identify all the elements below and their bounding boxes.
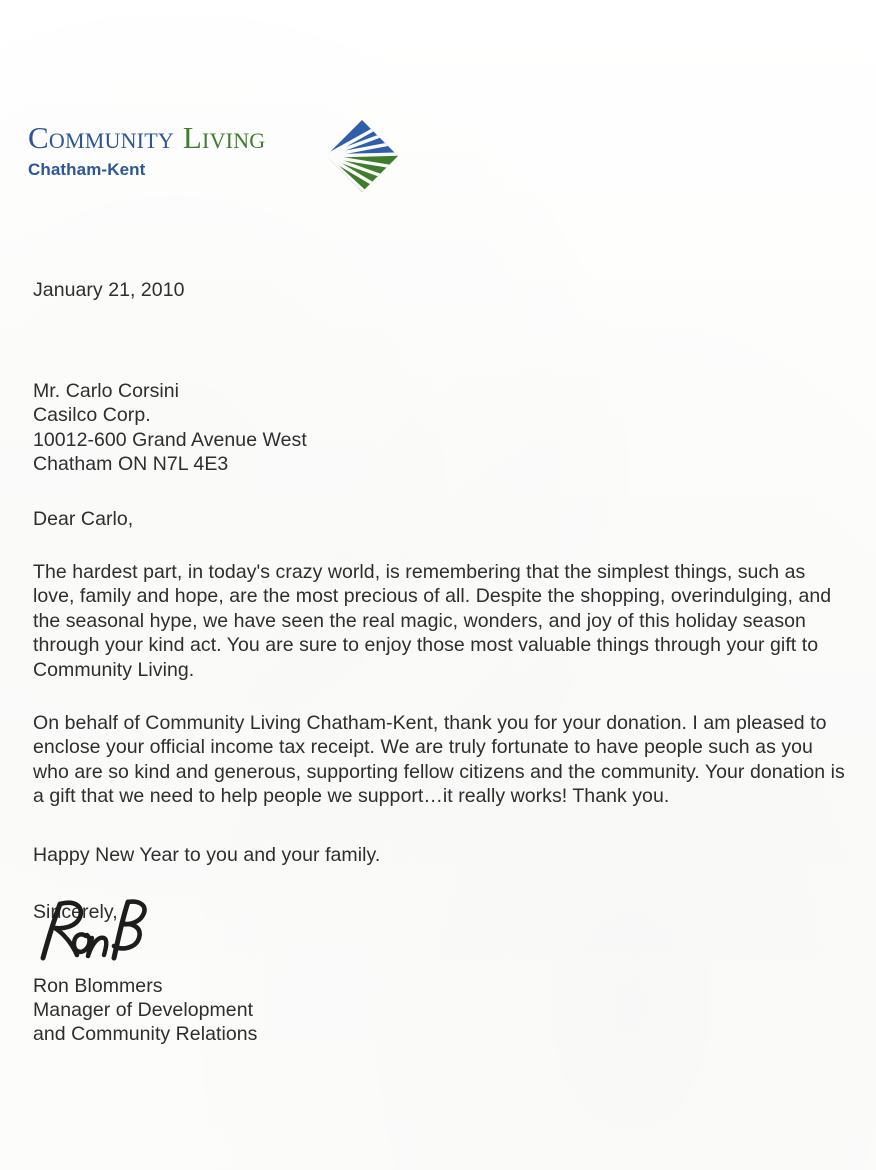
closing-wish: Happy New Year to you and your family.: [33, 843, 381, 866]
signer-title-line-1: Manager of Development: [33, 999, 254, 1022]
recipient-street: 10012-600 Grand Avenue West: [33, 428, 307, 451]
signer-title-line-2: and Community Relations: [33, 1023, 258, 1046]
letterhead: [28, 122, 388, 208]
brand-word-community: Community: [28, 120, 174, 155]
brand-word-living: Living: [182, 120, 266, 155]
brand-locality: Chatham-Kent: [28, 160, 146, 179]
recipient-address-block: [33, 379, 853, 477]
salutation: Dear Carlo,: [33, 507, 134, 530]
body-paragraph-2: On behalf of Community Living Chatham-Kent, thank you for your donation. I am pleased to enclose your official income tax receipt. We are truly fortunate to have people such as you who are so kind and generous, supporting fellow citizens and the community. Your donation is a gift that we need to help people we support…it really works! Thank you.: [33, 711, 845, 808]
signer-name: Ron Blommers: [33, 975, 163, 997]
letter-body: [33, 278, 853, 924]
recipient-city-line: Chatham ON N7L 4E3: [33, 453, 229, 476]
community-living-diamond-logo: [316, 116, 400, 200]
recipient-company: Casilco Corp.: [33, 404, 151, 427]
recipient-name: Mr. Carlo Corsini: [33, 379, 180, 402]
handwritten-signature: [30, 898, 160, 970]
body-paragraph-1: The hardest part, in today's crazy world, is remembering that the simplest things, such as love, family and hope, are the most precious of all. Despite the shopping, overindulging, and the seasonal hype, we have seen the real magic, wonders, and joy of this holiday season through your kind act. You are sure to enjoy those most valuable things through your gift to Community Living.: [33, 560, 832, 681]
signer-block: [33, 974, 257, 1047]
signoff: Sincerely,: [33, 900, 118, 923]
letter-date: January 21, 2010: [33, 279, 185, 301]
